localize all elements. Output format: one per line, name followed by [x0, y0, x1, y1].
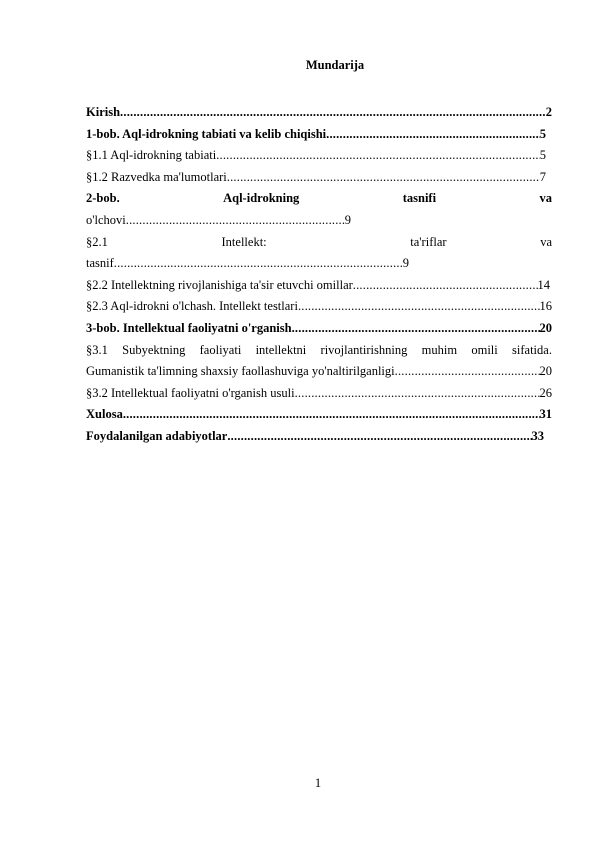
toc-entry-label: tasnif [86, 256, 114, 271]
toc-entry-label: §2.3 Aql-idrokni o'lchash. Intellekt testlari [86, 299, 298, 314]
toc-word: sifatida. [512, 342, 552, 357]
toc-entry-label: Gumanistik ta'limning shaxsiy faollashuviga yo'naltirilganligi [86, 364, 395, 379]
toc-entry-label: 3-bob. Intellektual faoliyatni o'rganish [86, 320, 292, 335]
toc-entry-kirish[interactable] [86, 102, 552, 124]
toc-entry-label: o'lchovi [86, 212, 126, 227]
toc-word: §3.1 [86, 342, 108, 357]
dot-leader [227, 426, 531, 448]
toc-word: Aql-idrokning [223, 191, 300, 206]
toc-entry-label: §1.2 Razvedka ma'lumotlari [86, 169, 227, 184]
page-title: Mundarija [305, 58, 365, 72]
toc-entry-label: §3.2 Intellektual faoliyatni o'rganish usuli [86, 385, 295, 400]
toc-entry-1-2[interactable] [86, 167, 546, 189]
toc-entry-chapter-2-cont[interactable] [86, 210, 552, 232]
toc-page-number: 7 [539, 169, 546, 184]
toc-word: intellektni [255, 342, 307, 357]
toc-entry-3-1-cont[interactable] [86, 361, 552, 383]
dot-leader [114, 253, 403, 275]
toc-word: §2.1 [86, 234, 108, 249]
toc-page-number: 31 [539, 407, 552, 422]
toc-entry-2-2[interactable] [86, 275, 550, 297]
toc-entry-chapter-2[interactable] [86, 188, 552, 210]
dot-leader [123, 404, 540, 426]
toc-word: Intellekt: [221, 234, 267, 249]
page-number: 1 [314, 776, 322, 790]
toc-entry-3-2[interactable] [86, 383, 552, 405]
dot-leader [120, 102, 546, 124]
toc-entry-2-1-cont[interactable] [86, 253, 552, 275]
toc-entry-label: Xulosa [86, 407, 123, 422]
toc-page-number: 20 [539, 320, 552, 335]
toc-page-number: 9 [402, 256, 410, 271]
toc-word: faoliyati [199, 342, 242, 357]
toc-page-number: 16 [539, 299, 552, 314]
toc-word: va [539, 191, 552, 206]
toc-entry-label: §1.1 Aql-idrokning tabiati [86, 148, 217, 163]
dot-leader [353, 275, 538, 297]
toc-page-number: 26 [539, 385, 552, 400]
dot-leader [292, 318, 540, 340]
toc-entry-label: 1-bob. Aql-idrokning tabiati va kelib chiqishi [86, 126, 327, 141]
toc-page-number: 5 [539, 126, 546, 141]
toc-word: tasnifi [402, 191, 437, 206]
toc-entry-chapter-1[interactable] [86, 124, 546, 146]
toc-word: omili [471, 342, 498, 357]
toc-page-number: 20 [539, 364, 552, 379]
toc-page-number: 9 [344, 212, 351, 227]
dot-leader [295, 383, 540, 405]
toc-entry-references[interactable] [86, 426, 544, 448]
toc-page-number: 2 [545, 105, 552, 119]
toc-entry-2-3[interactable] [86, 296, 552, 318]
toc-entry-2-1[interactable] [86, 232, 552, 254]
toc-word: rivojlantirishning [320, 342, 408, 357]
dot-leader [298, 296, 540, 318]
toc-word: ta'riflar [410, 234, 447, 249]
toc-entry-xulosa[interactable] [86, 404, 552, 426]
dot-leader [216, 145, 540, 167]
dot-leader [227, 167, 540, 189]
dot-leader [326, 124, 540, 146]
toc-entry-label: Foydalanilgan adabiyotlar [86, 428, 228, 443]
toc-word: 2-bob. [86, 191, 120, 206]
dot-leader [395, 361, 540, 383]
toc-entry-3-1[interactable] [86, 340, 552, 362]
toc-entry-1-1[interactable] [86, 145, 546, 167]
toc-word: muhim [421, 342, 458, 357]
table-of-contents [86, 102, 552, 448]
toc-entry-label: Kirish [86, 105, 121, 119]
toc-page-number: 14 [537, 277, 550, 292]
toc-word: Subyektning [122, 342, 186, 357]
toc-entry-label: §2.2 Intellektning rivojlanishiga ta'sir etuvchi omillar [86, 277, 353, 292]
toc-entry-chapter-3[interactable] [86, 318, 552, 340]
toc-page-number: 33 [531, 428, 544, 443]
toc-page-number: 5 [539, 148, 546, 163]
toc-word: va [540, 234, 552, 249]
dot-leader [126, 210, 345, 232]
